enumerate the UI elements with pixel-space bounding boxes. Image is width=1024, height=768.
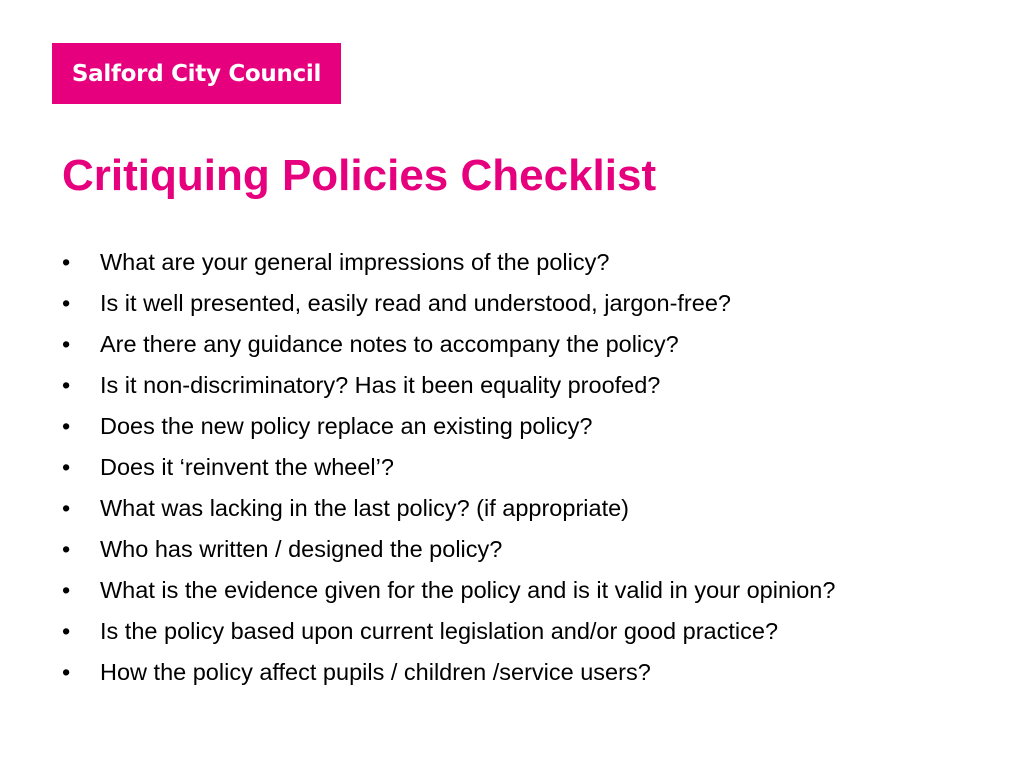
checklist-item-text: What are your general impressions of the policy?	[100, 249, 610, 275]
bullet-icon: •	[62, 536, 71, 562]
checklist-item-text: Is the policy based upon current legislation and/or good practice?	[100, 618, 779, 644]
checklist	[62, 246, 962, 697]
checklist-item	[62, 410, 962, 443]
salford-city-council-logo	[52, 43, 341, 104]
checklist-item-text: How the policy affect pupils / children /service users?	[100, 659, 651, 685]
checklist-item	[62, 246, 962, 279]
checklist-item	[62, 615, 962, 648]
checklist-item	[62, 451, 962, 484]
bullet-icon: •	[62, 290, 71, 316]
bullet-icon: •	[62, 577, 71, 603]
checklist-item-text: Is it non-discriminatory? Has it been equality proofed?	[100, 372, 661, 398]
checklist-item	[62, 656, 962, 689]
checklist-item	[62, 533, 962, 566]
checklist-item	[62, 287, 962, 320]
slide-title: Critiquing Policies Checklist	[62, 151, 657, 200]
checklist-item	[62, 574, 962, 607]
checklist-item-text: Does the new policy replace an existing policy?	[100, 413, 593, 439]
bullet-icon: •	[62, 249, 71, 275]
checklist-item-text: Does it ‘reinvent the wheel’?	[100, 454, 394, 480]
checklist-item-text: Are there any guidance notes to accompany the policy?	[100, 331, 679, 357]
bullet-icon: •	[62, 495, 71, 521]
bullet-icon: •	[62, 618, 71, 644]
checklist-item-text: What is the evidence given for the policy and is it valid in your opinion?	[100, 577, 836, 603]
checklist-item	[62, 328, 962, 361]
bullet-icon: •	[62, 454, 71, 480]
checklist-item	[62, 492, 962, 525]
bullet-icon: •	[62, 659, 71, 685]
checklist-item-text: What was lacking in the last policy? (if appropriate)	[100, 495, 629, 521]
checklist-item-text: Is it well presented, easily read and understood, jargon-free?	[100, 290, 731, 316]
bullet-icon: •	[62, 372, 71, 398]
logo-text: Salford City Council	[71, 60, 322, 87]
checklist-item-text: Who has written / designed the policy?	[100, 536, 503, 562]
checklist-item	[62, 369, 962, 402]
bullet-icon: •	[62, 331, 71, 357]
bullet-icon: •	[62, 413, 71, 439]
